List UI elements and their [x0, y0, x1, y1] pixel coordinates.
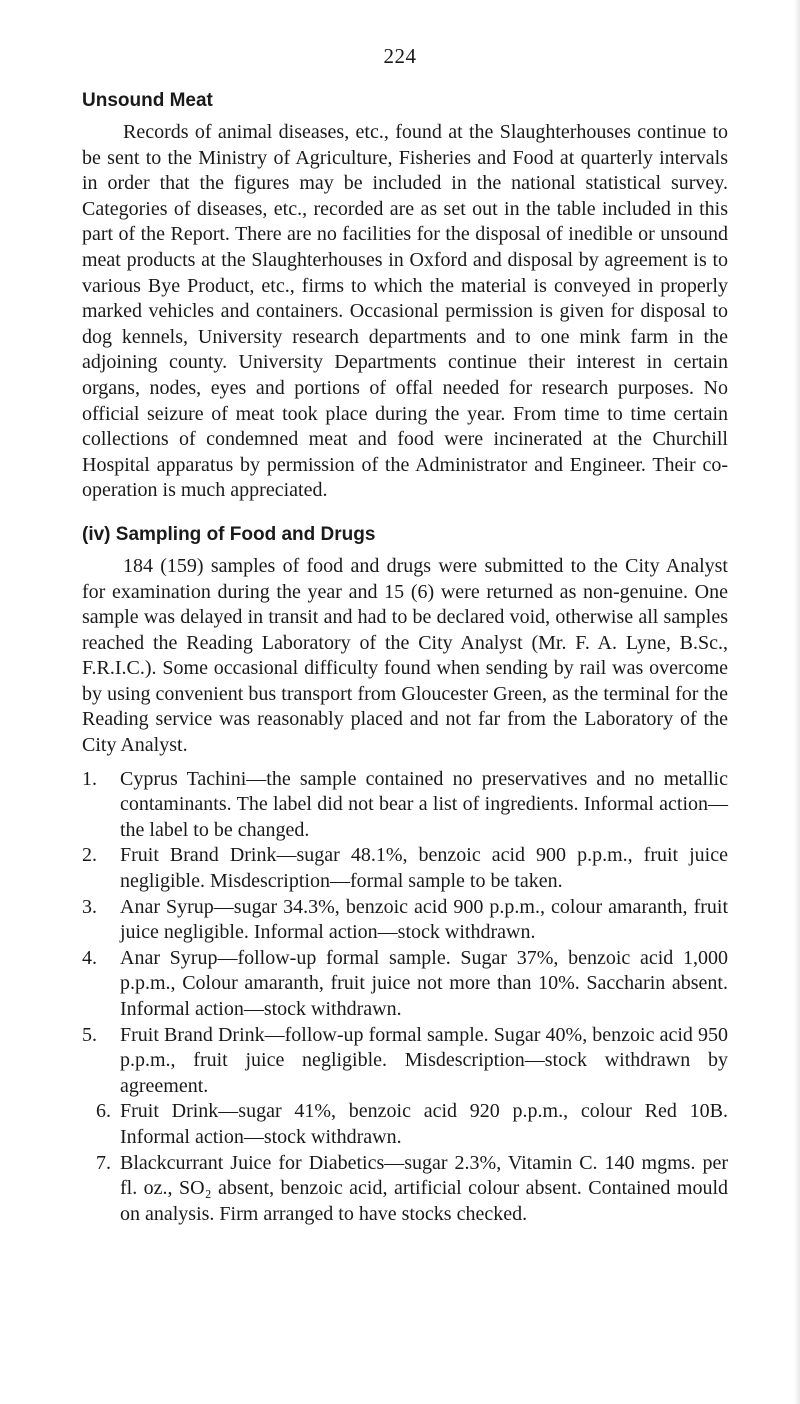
unsound-meat-heading: Unsound Meat: [82, 90, 213, 111]
sampling-heading: (iv) Sampling of Food and Drugs: [82, 523, 376, 545]
page-edge-shadow: [794, 0, 800, 1404]
list-item-number: 6.: [96, 1100, 111, 1123]
list-item-text: Blackcurrant Juice for Diabetics—sugar 2.3%, Vitamin C. 140 mgms. per fl. oz., SO₂ absent, benzoic acid, artificial colour absent. Contained mould on analysis. Firm arranged to have stocks checked.: [120, 1151, 728, 1225]
list-item-number: 1.: [82, 767, 97, 790]
list-item-text: Cyprus Tachini—the sample contained no preservatives and no metallic contaminants. The label did not bear a list of ingredients. Informal action—the label to be changed.: [120, 767, 728, 841]
list-item: [82, 1023, 728, 1100]
list-item-number: 5.: [82, 1023, 97, 1046]
list-item-number: 2.: [82, 844, 97, 867]
page-content: [82, 88, 728, 1227]
sampling-paragraph: 184 (159) samples of food and drugs were submitted to the City Analyst for examination during the year and 15 (6) were returned as non-genuine. One sample was delayed in transit and had to be declared void, otherwise all samples reached the Reading Laboratory of the City Analyst (Mr. F. A. Lyne, B.Sc., F.R.I.C.). Some occasional difficulty found when sending by rail was overcome by using convenient bus transport from Gloucester Green, as the terminal for the Reading service was reasonably placed and not far from the Laboratory of the City Analyst.: [82, 554, 728, 757]
page-number: 224: [383, 44, 417, 68]
list-item: [82, 895, 728, 946]
unsound-meat-paragraph: Records of animal diseases, etc., found at the Slaughterhouses continue to be sent to the Ministry of Agriculture, Fisheries and Food at quarterly intervals in order that the figures may be included in the national statistical survey. Categories of diseases, etc., recorded are as set out in the table included in this part of the Report. There are no facilities for the disposal of inedible or unsound meat products at the Slaughterhouses in Oxford and disposal by agreement is to various Bye Product, etc., firms to which the material is conveyed in properly marked vehicles and containers. Occasional permission is given for disposal to dog kennels, University research departments and to one mink farm in the adjoining county. University Departments continue their interest in certain organs, nodes, eyes and portions of offal needed for research purposes. No official seizure of meat took place during the year. From time to time certain collections of condemned meat and food were incinerated at the Churchill Hospital apparatus by permission of the Administrator and Engineer. Their co-operation is much appreciated.: [82, 121, 728, 502]
list-item-text: Anar Syrup—follow-up formal sample. Sugar 37%, benzoic acid 1,000 p.p.m., Colour amaranth, fruit juice not more than 10%. Saccharin absent. Informal action—stock withdrawn.: [120, 946, 728, 1020]
sample-list: [82, 767, 728, 1228]
list-item-text: Fruit Brand Drink—follow-up formal sample. Sugar 40%, benzoic acid 950 p.p.m., fruit juice negligible. Misdescription—stock withdrawn by agreement.: [120, 1023, 728, 1097]
list-item-number: 4.: [82, 946, 97, 969]
list-item: [82, 767, 728, 844]
list-item: [82, 1151, 728, 1228]
list-item-text: Fruit Drink—sugar 41%, benzoic acid 920 p.p.m., colour Red 10B. Informal action—stock withdrawn.: [120, 1100, 728, 1148]
list-item-text: Fruit Brand Drink—sugar 48.1%, benzoic acid 900 p.p.m., fruit juice negligible. Misdescription—formal sample to be taken.: [120, 844, 728, 893]
list-item: [82, 1099, 728, 1150]
list-item-text: Anar Syrup—sugar 34.3%, benzoic acid 900 p.p.m., colour amaranth, fruit juice negligible. Informal action—stock withdrawn.: [120, 895, 728, 944]
list-item-number: 3.: [82, 895, 97, 918]
list-item: [82, 843, 728, 894]
list-item: [82, 946, 728, 1023]
list-item-number: 7.: [96, 1151, 111, 1174]
